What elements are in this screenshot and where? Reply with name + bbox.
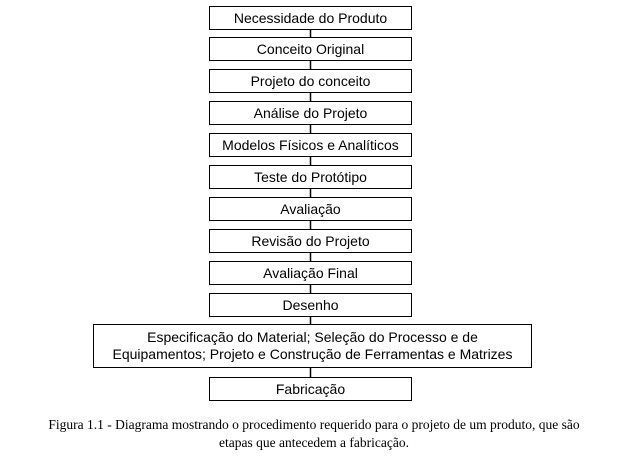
step-avaliacao-final [209, 261, 412, 285]
step-label: Fabricação [275, 380, 346, 397]
step-desenho [209, 293, 412, 317]
step-label: Revisão do Projeto [251, 232, 370, 249]
step-fabricacao [209, 377, 412, 401]
step-label: Análise do Projeto [253, 104, 368, 121]
step-conceito-original [209, 37, 412, 61]
step-label: Desenho [282, 296, 339, 313]
step-label: Avaliação [280, 200, 341, 217]
figure-caption [5, 416, 623, 452]
step-label: Teste do Protótipo [254, 168, 367, 185]
step-label: Necessidade do Produto [233, 9, 388, 26]
step-projeto-do-conceito [209, 69, 412, 93]
step-analise-do-projeto [209, 101, 412, 125]
step-label-line-2: Equipamentos; Projeto e Construção de Ferramentas e Matrizes [112, 346, 513, 362]
step-revisao-do-projeto [209, 229, 412, 253]
step-avaliacao [209, 197, 412, 221]
step-teste-do-prototipo [209, 165, 412, 189]
step-necessidade-do-produto [209, 6, 412, 30]
step-especificacao-do-material [93, 324, 532, 368]
caption-line-1: Figura 1.1 - Diagrama mostrando o procedimento requerido para o projeto de um produto, que são [48, 417, 580, 432]
step-modelos-fisicos-e-analiticos [209, 133, 412, 157]
step-label: Modelos Físicos e Analíticos [222, 136, 399, 153]
step-label: Avaliação Final [263, 264, 358, 281]
step-label-line-1: Especificação do Material; Seleção do Processo e de [147, 329, 478, 345]
step-label: Projeto do conceito [250, 72, 371, 89]
step-label: Conceito Original [256, 40, 365, 57]
caption-line-2: etapas que antecedem a fabricação. [218, 435, 409, 450]
